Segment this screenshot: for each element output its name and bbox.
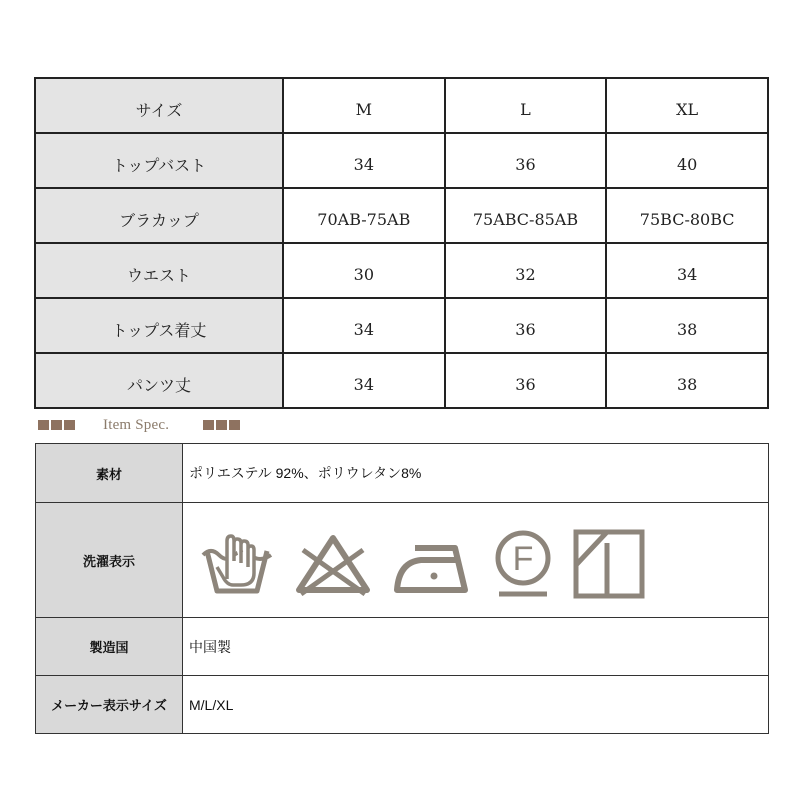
hand-wash-icon <box>201 533 273 595</box>
cell-value: 34 <box>283 133 445 188</box>
svg-text:F: F <box>512 540 534 578</box>
cell-value: 34 <box>283 298 445 353</box>
table-row <box>36 444 769 503</box>
care-symbols <box>183 503 769 618</box>
cell-value: 34 <box>606 243 768 298</box>
table-row <box>36 676 769 734</box>
table-row <box>35 243 768 298</box>
size-chart-table <box>34 77 769 409</box>
material-value: ポリエステル 92%、ポリウレタン8% <box>183 444 769 503</box>
table-row <box>36 618 769 676</box>
iron-low-icon <box>393 532 473 596</box>
cell-value: 38 <box>606 298 768 353</box>
cell-value: 38 <box>606 353 768 408</box>
origin-label: 製造国 <box>36 618 183 676</box>
cell-value: 75ABC-85AB <box>445 188 607 243</box>
size-col-l: L <box>445 78 607 133</box>
row-label: ブラカップ <box>35 188 283 243</box>
table-row <box>35 133 768 188</box>
maker-size-value: M/L/XL <box>183 676 769 734</box>
care-label: 洗濯表示 <box>36 503 183 618</box>
cell-value: 40 <box>606 133 768 188</box>
table-row <box>35 353 768 408</box>
size-col-m: M <box>283 78 445 133</box>
table-row <box>35 298 768 353</box>
cell-value: 75BC-80BC <box>606 188 768 243</box>
item-spec-title: Item Spec. <box>103 416 170 433</box>
cell-value: 36 <box>445 298 607 353</box>
decor-squares-right <box>203 420 240 430</box>
size-header-row <box>35 78 768 133</box>
cell-value: 34 <box>283 353 445 408</box>
cell-value: 32 <box>445 243 607 298</box>
cell-value: 36 <box>445 353 607 408</box>
line-dry-shade-icon <box>573 529 645 599</box>
origin-value: 中国製 <box>183 618 769 676</box>
cell-value: 36 <box>445 133 607 188</box>
cell-value: 30 <box>283 243 445 298</box>
size-header-label: サイズ <box>35 78 283 133</box>
maker-size-label: メーカー表示サイズ <box>36 676 183 734</box>
table-row <box>35 188 768 243</box>
cell-value: 70AB-75AB <box>283 188 445 243</box>
row-label: トップバスト <box>35 133 283 188</box>
material-label: 素材 <box>36 444 183 503</box>
row-label: トップス着丈 <box>35 298 283 353</box>
table-row <box>36 503 769 618</box>
no-bleach-icon <box>293 532 373 596</box>
row-label: パンツ丈 <box>35 353 283 408</box>
size-col-xl: XL <box>606 78 768 133</box>
row-label: ウエスト <box>35 243 283 298</box>
decor-squares-left <box>38 420 75 430</box>
dry-clean-f-icon <box>493 528 553 600</box>
item-spec-heading <box>38 413 338 437</box>
item-spec-table <box>35 443 769 734</box>
